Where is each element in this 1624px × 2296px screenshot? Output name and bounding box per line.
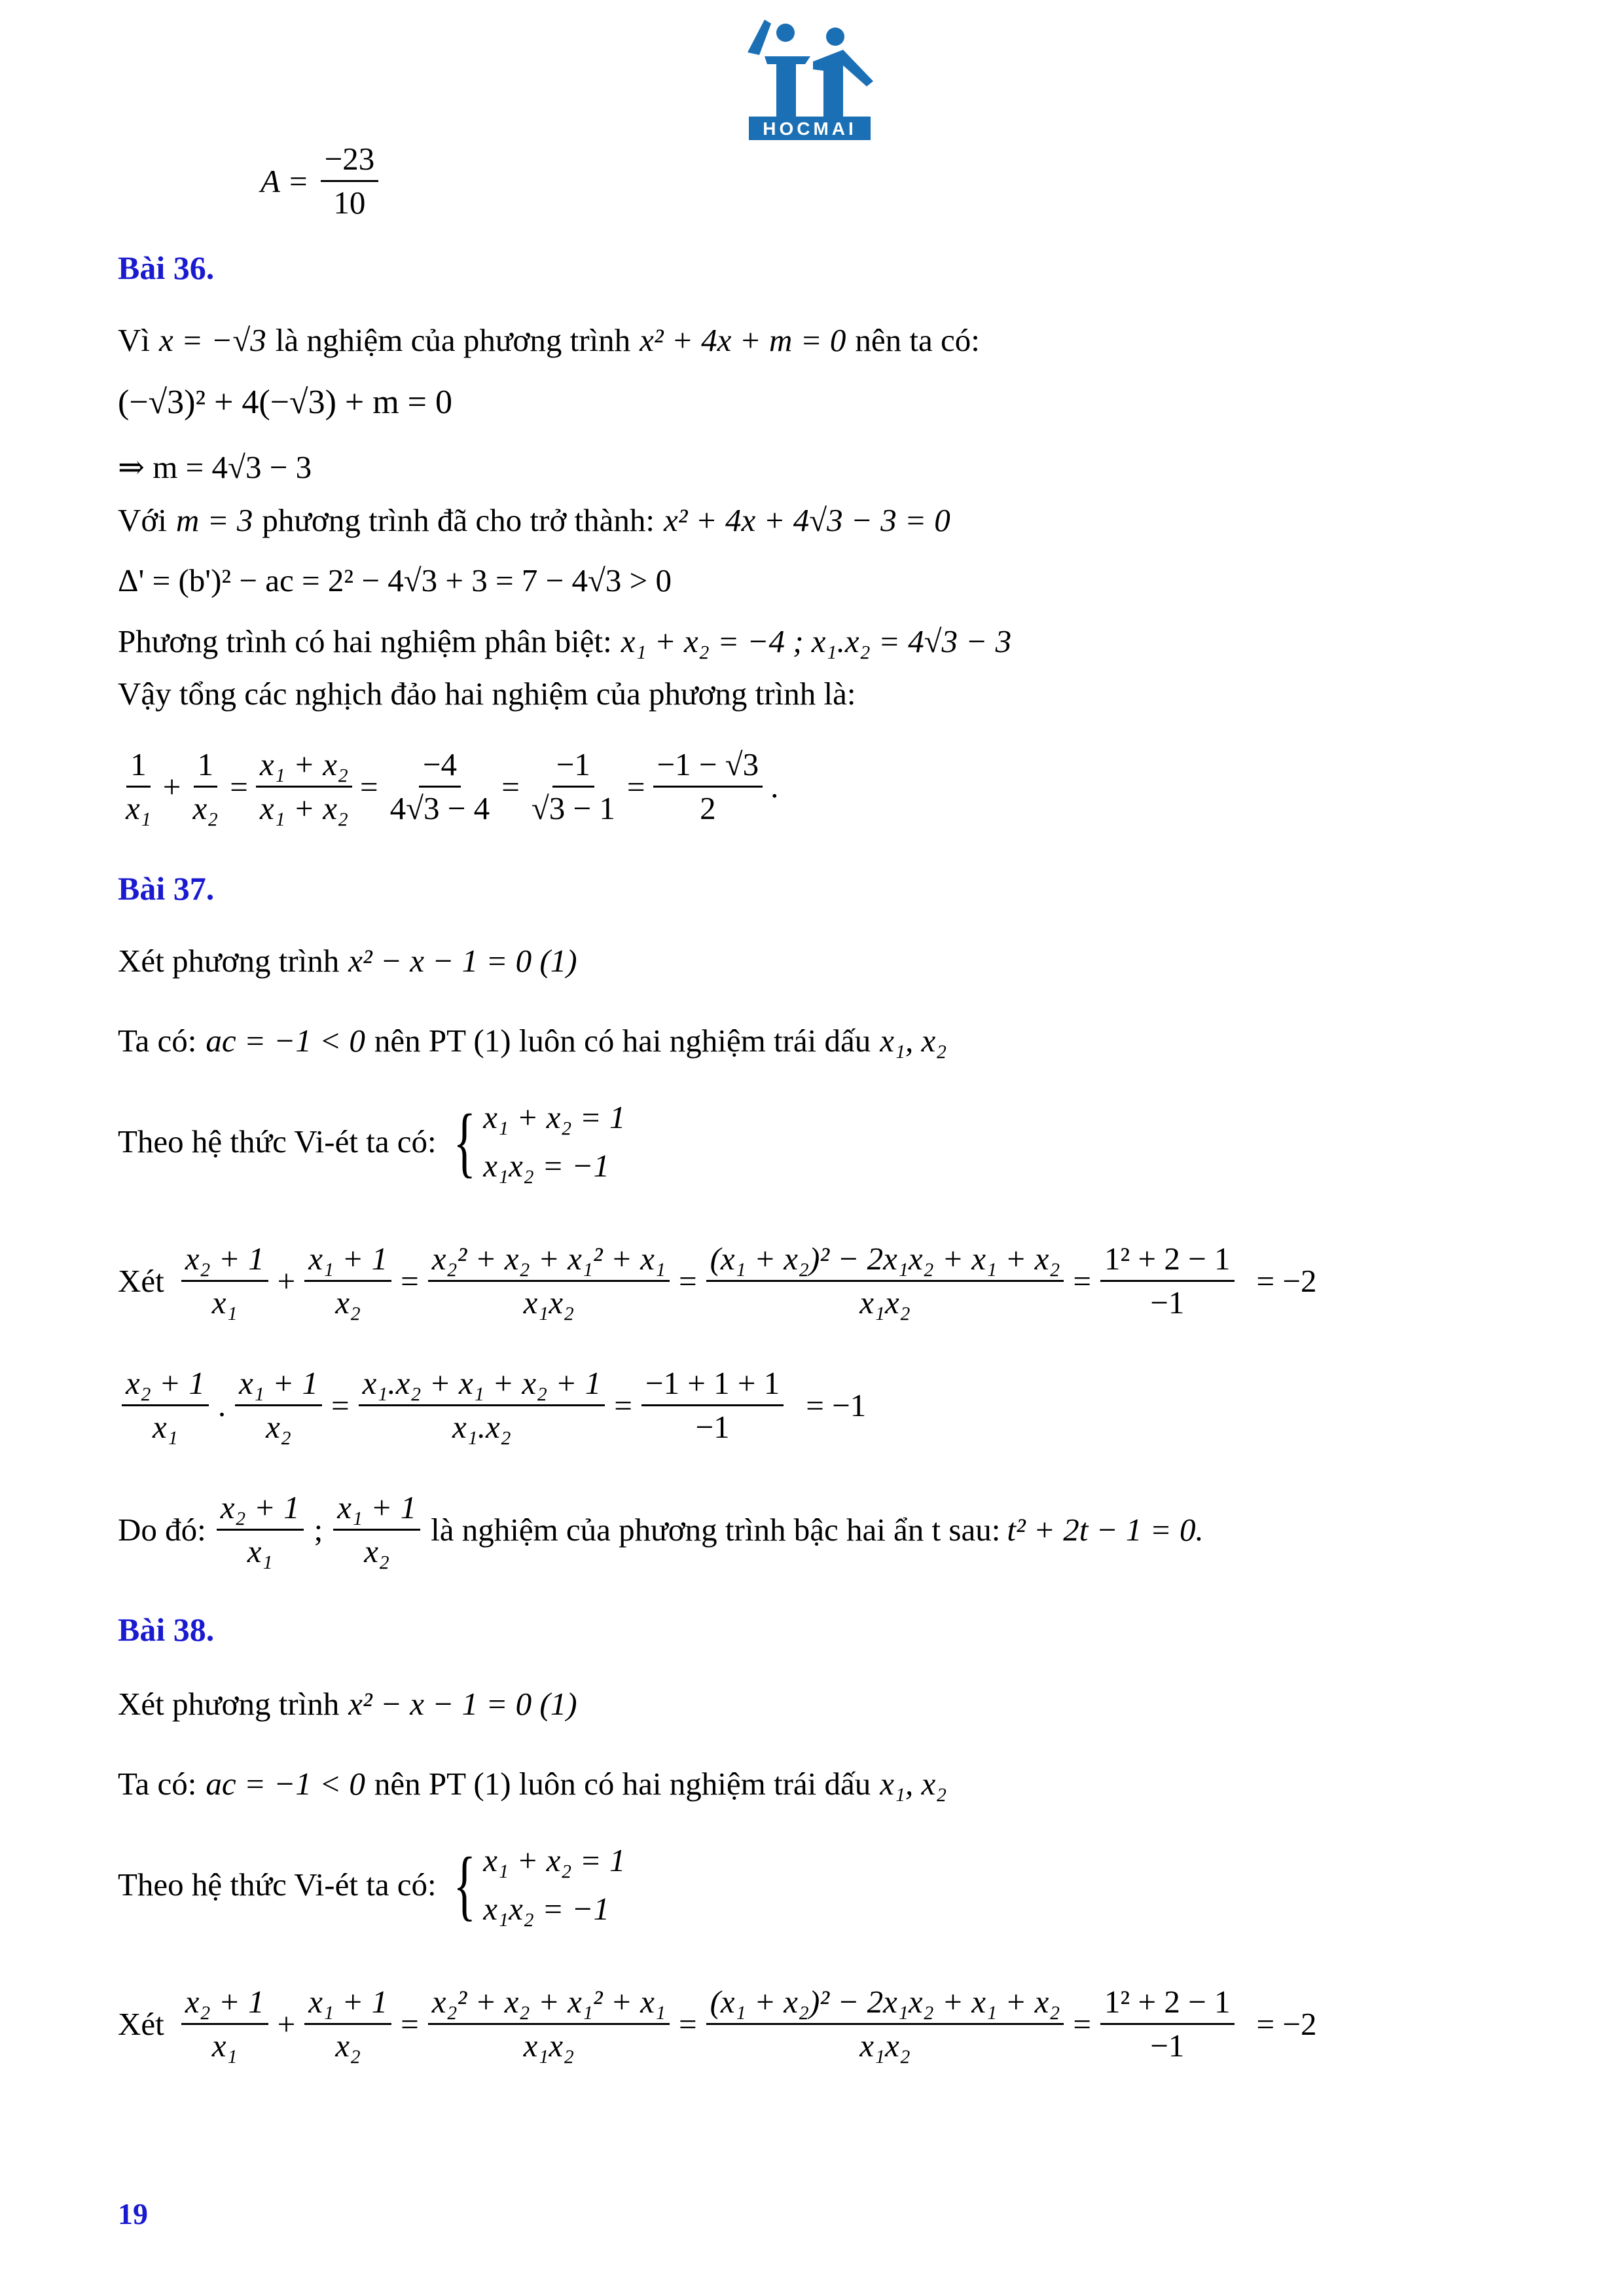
denominator: 4√3 − 4 [389,790,490,826]
denominator: x₂ [335,2028,361,2064]
math: x₁, x₂ [880,1023,947,1059]
fraction [333,1489,420,1570]
numerator: x₂² + x₂ + x₁² + x₁ [428,1984,670,2025]
fraction [217,1489,304,1570]
numerator: (x₁ + x₂)² − 2x₁x₂ + x₁ + x₂ [706,1984,1064,2025]
denominator: x₂ [335,1285,361,1321]
system-line: x₁x₂ = −1 [483,1148,609,1184]
equals: = [331,1387,350,1423]
numerator: x₂ + 1 [181,1241,268,1282]
denominator: −1 [695,1409,730,1445]
denominator: x₁.x₂ [452,1409,511,1445]
fraction [706,1984,1064,2064]
text: Do đó: [118,1511,206,1548]
equals: = [678,2006,697,2042]
brace-icon: { [453,1841,476,1928]
equals: = [289,163,308,199]
fraction [528,746,619,827]
denominator: x₁x₂ [523,1285,575,1321]
result: = −2 [1256,2006,1317,2042]
text: là nghiệm của phương trình bậc hai ẩn t sau: [431,1511,1001,1548]
logo-figures-icon [745,18,876,143]
text: Theo hệ thức Vi-ét ta có: [118,1123,437,1159]
text: Với [118,502,167,538]
result-A [261,141,382,221]
text: Ta có: [118,1023,197,1059]
text: Ta có: [118,1766,197,1802]
period: . [770,769,779,805]
fraction [256,746,352,827]
fraction [359,1365,605,1446]
hocmai-logo [745,18,876,143]
numerator: −1 [552,746,594,788]
numerator: −1 − √3 [653,746,763,788]
logo-text: HOCMAI [763,118,857,139]
fraction [321,141,379,221]
result: = −1 [806,1387,867,1423]
fraction [641,1365,784,1446]
heading-bai-36: Bài 36. [118,249,215,286]
numerator: (x₁ + x₂)² − 2x₁x₂ + x₁ + x₂ [706,1241,1064,1282]
heading-bai-38: Bài 38. [118,1611,215,1648]
bai37-line2 [118,1021,947,1061]
system-line: x₁x₂ = −1 [483,1891,609,1927]
numerator: −1 + 1 + 1 [641,1365,784,1406]
text: nên PT (1) luôn có hai nghiệm trái dấu [374,1023,871,1059]
math: t² + 2t − 1 = 0. [1007,1511,1204,1548]
equals: = [1073,1263,1092,1299]
numerator: x₁ + 1 [235,1365,322,1406]
result: = −2 [1256,1263,1317,1299]
bai38-line3 [118,1836,626,1933]
numerator: x₂ + 1 [122,1365,209,1406]
denominator: x₂ [364,1533,390,1569]
denominator: x₁x₂ [859,2028,911,2064]
plus: + [162,769,181,805]
numerator: 1² + 2 − 1 [1100,1984,1234,2025]
denominator: √3 − 1 [531,790,615,826]
numerator: 1 [126,746,151,788]
text: Xét [118,2005,164,2042]
denominator: x₁ [126,790,151,826]
bai37-product [118,1365,866,1446]
fraction [706,1241,1064,1321]
fraction [304,1241,391,1321]
denominator: x₁ [211,2028,238,2064]
text: Theo hệ thức Vi-ét ta có: [118,1867,437,1903]
fraction [1100,1241,1234,1321]
denominator: x₁ [153,1409,178,1445]
equals: = [614,1387,632,1423]
bai36-reciprocal-sum [118,746,778,827]
numerator: x₁.x₂ + x₁ + x₂ + 1 [359,1365,605,1406]
bai36-line1 [118,321,980,360]
math: x = −√3 [159,322,266,358]
math: x₁, x₂ [880,1766,947,1802]
numerator: x₁ + 1 [304,1984,391,2025]
dot: . [217,1387,226,1423]
fraction [1100,1984,1234,2064]
text: Xét [118,1262,164,1299]
heading-bai-37: Bài 37. [118,870,215,907]
system-line: x₁ + x₂ = 1 [483,1842,626,1878]
denominator: x₁x₂ [859,1285,911,1321]
bai36-line2: (−√3)² + 4(−√3) + m = 0 [118,384,453,421]
math: m = 3 [175,502,253,538]
math: ac = −1 < 0 [206,1766,365,1802]
denominator: x₂ [266,1409,291,1445]
math: ac = −1 < 0 [206,1023,365,1059]
fraction [653,746,763,827]
bai37-sum [118,1241,1317,1321]
bai36-line3: ⇒ m = 4√3 − 3 [118,449,312,485]
text: phương trình đã cho trở thành: [262,502,655,538]
denominator: x₁ + x₂ [259,790,349,826]
fraction [386,746,494,827]
bai38-line1 [118,1685,577,1724]
fraction [122,746,155,827]
bai36-line7: Vậy tổng các nghịch đảo hai nghiệm của phương trình là: [118,676,856,712]
fraction [181,1241,268,1321]
numerator: −4 [419,746,461,788]
bai37-conclusion [118,1489,1204,1570]
fraction [428,1241,670,1321]
equals: = [230,769,248,805]
denominator: x₂ [192,790,219,826]
fraction [122,1365,209,1446]
brace-icon: { [453,1098,476,1185]
fraction [189,746,222,827]
equals: = [626,769,645,805]
bai38-sum [118,1984,1317,2064]
math: x² − x − 1 = 0 (1) [348,943,577,979]
text: là nghiệm của phương trình [275,322,631,358]
page-number: 19 [118,2197,148,2231]
fraction [181,1984,268,2064]
text: nên ta có: [855,322,980,358]
denominator: 2 [700,790,716,826]
system-line: x₁ + x₂ = 1 [483,1099,626,1135]
equation-system [446,1093,626,1190]
math: x₁ + x₂ = −4 ; x₁.x₂ = 4√3 − 3 [621,623,1012,659]
math: x² − x − 1 = 0 (1) [348,1686,577,1722]
numerator: x₂ + 1 [181,1984,268,2025]
var-A: A [261,163,280,199]
numerator: 1 [194,746,218,788]
plus: + [277,1263,296,1299]
equals: = [678,1263,697,1299]
text: Xét phương trình [118,1686,340,1722]
numerator: x₁ + 1 [304,1241,391,1282]
denominator: x₁ [211,1285,238,1321]
bai38-line2 [118,1764,947,1804]
numerator: 1² + 2 − 1 [1100,1241,1234,1282]
text: nên PT (1) luôn có hai nghiệm trái dấu [374,1766,871,1802]
equals: = [401,2006,419,2042]
bai36-line4 [118,501,950,540]
numerator: x₁ + x₂ [256,746,352,788]
semicolon: ; [314,1511,323,1548]
numerator: x₂² + x₂ + x₁² + x₁ [428,1241,670,1282]
denominator: x₁x₂ [523,2028,575,2064]
numerator: x₁ + 1 [333,1489,420,1531]
numerator: −23 [321,141,379,182]
plus: + [277,2006,296,2042]
fraction [235,1365,322,1446]
equals: = [401,1263,419,1299]
numerator: x₂ + 1 [217,1489,304,1531]
fraction [304,1984,391,2064]
math: x² + 4x + m = 0 [640,322,846,358]
denominator: 10 [333,185,366,221]
bai37-line1 [118,941,577,981]
text: Phương trình có hai nghiệm phân biệt: [118,623,612,659]
fraction [428,1984,670,2064]
bai36-line6 [118,622,1011,661]
bai36-line5: Δ' = (b')² − ac = 2² − 4√3 + 3 = 7 − 4√3 > 0 [118,562,672,598]
text: Xét phương trình [118,943,340,979]
denominator: x₁ [247,1533,273,1569]
math: x² + 4x + 4√3 − 3 = 0 [663,502,950,538]
equals: = [1073,2006,1092,2042]
equals: = [360,769,378,805]
denominator: −1 [1150,1285,1185,1321]
equals: = [501,769,520,805]
equation-system [446,1836,626,1933]
bai37-line3 [118,1093,626,1190]
denominator: −1 [1150,2028,1185,2064]
text: Vì [118,322,150,358]
